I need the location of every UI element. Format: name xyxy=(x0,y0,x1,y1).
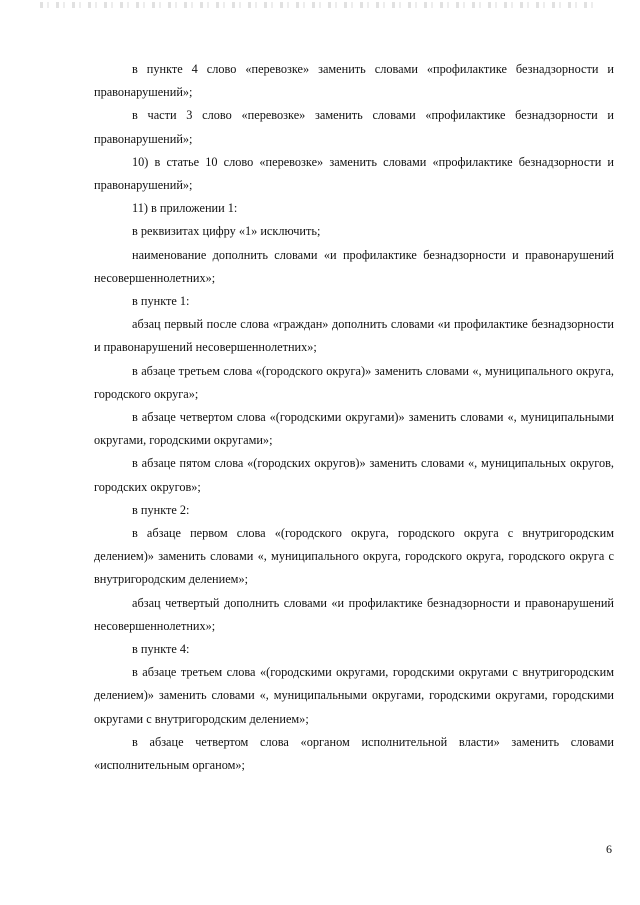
paragraph: в пункте 1: xyxy=(132,294,190,309)
paragraph: 11) в приложении 1: xyxy=(132,201,238,216)
paragraph: в части 3 слово «перевозке» заменить словами «профилактике безнадзорности и правонарушений»; xyxy=(94,108,614,146)
paragraph: 10) в статье 10 слово «перевозке» заменить словами «профилактике безнадзорности и правонарушений»; xyxy=(94,154,614,193)
document-body xyxy=(94,58,614,777)
paragraph: в абзаце четвертом слова «органом исполнительной власти» заменить словами «исполнительным органом»; xyxy=(94,734,614,773)
paragraph: в абзаце четвертом слова «(городскими округами)» заменить словами «, муниципальными округами, городскими округами»; xyxy=(94,410,614,448)
paragraph: в абзаце третьем слова «(городского округа)» заменить словами «, муниципального округа, городского округа»; xyxy=(94,363,614,401)
paragraph: в абзаце первом слова «(городского округа, городского округа с внутригородским делением)» заменить словами «, муниципального округа, городского округа, городского округа с внутригородским делением»; xyxy=(94,526,614,587)
paragraph: наименование дополнить словами «и профилактике безнадзорности и правонарушений несовершеннолетних»; xyxy=(94,247,614,285)
paragraph: в абзаце пятом слова «(городских округов)» заменить словами «, муниципальных округов, городских округов»; xyxy=(94,456,614,494)
paragraph: в реквизитах цифру «1» исключить; xyxy=(132,224,321,239)
paragraph: в пункте 2: xyxy=(132,502,190,517)
paragraph: абзац первый после слова «граждан» дополнить словами «и профилактике безнадзорности и правонарушений несовершеннолетних»; xyxy=(94,317,614,355)
page-number: 6 xyxy=(606,842,612,856)
scan-artifact xyxy=(40,2,600,8)
paragraph: в абзаце третьем слова «(городскими округами, городскими округами с внутригородским делением)» заменить словами «, муниципальными округами, городскими округами, городскими округами с внутригородским делением»; xyxy=(94,665,614,726)
paragraph: абзац четвертый дополнить словами «и профилактике безнадзорности и правонарушений несовершеннолетних»; xyxy=(94,595,614,633)
paragraph: в пункте 4 слово «перевозке» заменить словами «профилактике безнадзорности и правонарушений»; xyxy=(94,62,614,100)
paragraph: в пункте 4: xyxy=(132,642,190,657)
